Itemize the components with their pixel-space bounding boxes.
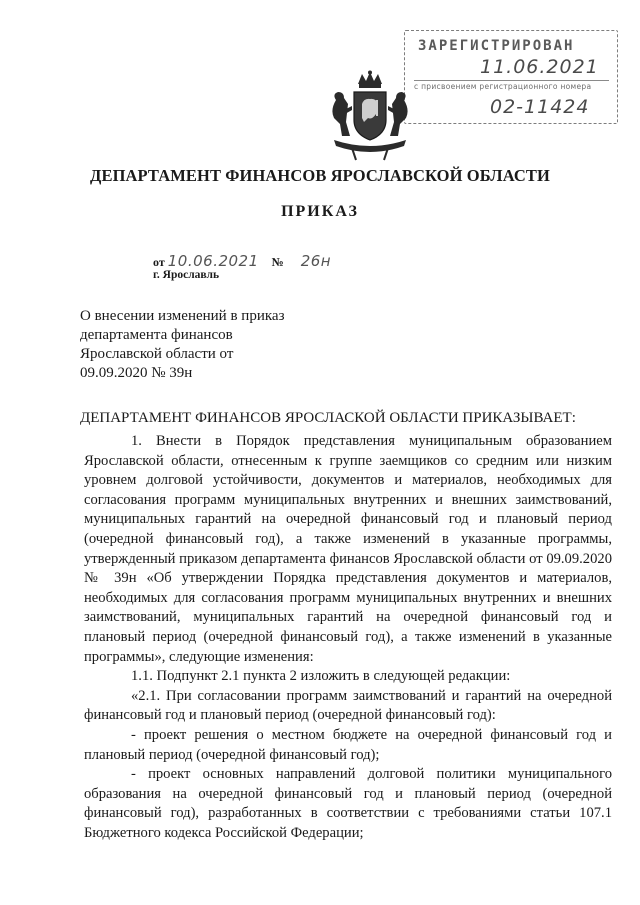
date-prefix: от [153, 255, 165, 269]
stamp-caption: с присвоением регистрационного номера [414, 82, 592, 91]
order-date-line [153, 252, 331, 270]
stamp-date: 11.06.2021 [480, 56, 599, 78]
order-date: 10.06.2021 [167, 252, 259, 270]
number-prefix: № [271, 255, 284, 269]
body-paragraph: - проект решения о местном бюджете на очередной финансовый год и плановый период (очередной финансовый год); [84, 726, 612, 763]
subject-line: 09.09.2020 № 39н [80, 365, 193, 381]
stamp-number: 02-11424 [490, 96, 590, 118]
subject-line: О внесении изменений в приказ [80, 308, 285, 324]
body-paragraph: 1.1. Подпункт 2.1 пункта 2 изложить в следующей редакции: [131, 668, 511, 685]
body-paragraph: 1. Внести в Порядок представления муниципальным образованием Ярославской области, отнесенным к группе заемщиков со средним или низким уровнем долговой устойчивости, документов и материалов, необходимых для согласования программ муниципальных внутренних и внешних заимствований, муниципальных гарантий на очередной финансовый год и плановый период (очередной финансовый год), а также изменений в указанные программы, утвержденный приказом департамента финансов Ярославской области от 09.09.2020 № 39н «Об утверждении Порядка представления документов и материалов, необходимых для согласования программ муниципальных внутренних и внешних заимствований, муниципальных гарантий на очередной финансовый год и плановый период (очередной финансовый год), а также изменений в указанные программы», следующие изменения: [84, 433, 612, 665]
coat-of-arms-icon [322, 70, 418, 162]
order-heading: ДЕПАРТАМЕНТ ФИНАНСОВ ЯРОСЛАСКОЙ ОБЛАСТИ ПРИКАЗЫВАЕТ: [80, 410, 576, 426]
stamp-title: ЗАРЕГИСТРИРОВАН [418, 38, 575, 54]
order-number: 26н [300, 252, 332, 270]
stamp-divider [414, 80, 609, 81]
document-type-title: ПРИКАЗ [281, 203, 359, 220]
order-body [84, 432, 612, 843]
department-title: ДЕПАРТАМЕНТ ФИНАНСОВ ЯРОСЛАВСКОЙ ОБЛАСТИ [90, 166, 550, 185]
body-paragraph: - проект основных направлений долговой политики муниципального образования на очередной финансовый год и плановый период (очередной финансовый год), разработанных в соответствии с требованиями статьи 107.1 Бюджетного кодекса Российской Федерации; [84, 766, 612, 841]
city: г. Ярославль [153, 269, 220, 281]
subject-line: Ярославской области от [80, 346, 234, 362]
order-subject [80, 307, 285, 383]
subject-line: департамента финансов [80, 327, 233, 343]
body-paragraph: «2.1. При согласовании программ заимствований и гарантий на очередной финансовый год и плановый период (очередной финансовый год): [84, 687, 612, 724]
